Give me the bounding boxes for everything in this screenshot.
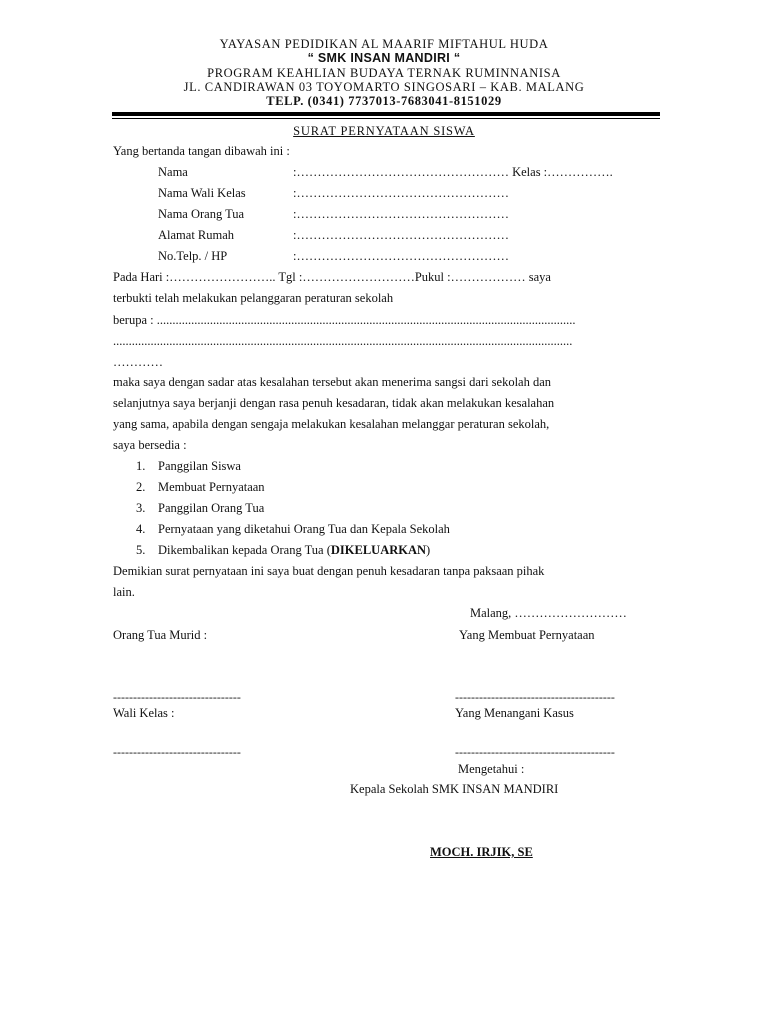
field-value-orang-tua: :…………………………………………… xyxy=(293,207,509,221)
parent-signature-label: Orang Tua Murid : xyxy=(113,628,208,642)
field-label-alamat: Alamat Rumah xyxy=(158,228,235,242)
program-name: PROGRAM KEAHLIAN BUDAYA TERNAK RUMINNANISA xyxy=(207,66,561,80)
handler-signature-label: Yang Menangani Kasus xyxy=(455,706,574,720)
list-item-number: 3. xyxy=(136,501,146,515)
list-item: Panggilan Siswa xyxy=(158,459,241,473)
place-date: Malang, ……………………… xyxy=(470,606,627,620)
list-item: Panggilan Orang Tua xyxy=(158,501,265,515)
violation-detail-line-2: ................................................................................................................................................... xyxy=(113,334,573,348)
list-item: Pernyataan yang diketahui Orang Tua dan Kepala Sekolah xyxy=(158,522,450,536)
list-item-text: Dikembalikan kepada Orang Tua ( xyxy=(158,543,331,557)
statement-line-2: selanjutnya saya berjanji dengan rasa penuh kesadaran, tidak akan melakukan kesalahan xyxy=(113,396,555,410)
field-value-alamat: :…………………………………………… xyxy=(293,228,509,242)
expelled-emphasis: DIKELUARKAN xyxy=(330,543,427,557)
field-value-telp: :…………………………………………… xyxy=(293,249,509,263)
school-address: JL. CANDIRAWAN 03 TOYOMARTO SINGOSARI – KAB. MALANG xyxy=(183,80,585,94)
closing-line-2: lain. xyxy=(113,585,135,599)
student-signature-label: Yang Membuat Pernyataan xyxy=(459,628,595,642)
statement-line-3: yang sama, apabila dengan sengaja melakukan kesalahan melanggar peraturan sekolah, xyxy=(113,417,550,431)
document-title: SURAT PERNYATAAN SISWA xyxy=(293,124,475,138)
field-label-nama: Nama xyxy=(158,165,188,179)
student-signature-line: ---------------------------------------- xyxy=(455,690,615,704)
header-rule-thin xyxy=(112,118,660,119)
closing-line-1: Demikian surat pernyataan ini saya buat dengan penuh kesadaran tanpa paksaan pihak xyxy=(113,564,545,578)
list-item-tail: ) xyxy=(426,543,431,557)
incident-line: Pada Hari :…………………….. Tgl :………………………Pukul :……………… saya xyxy=(113,270,551,284)
field-label-telp: No.Telp. / HP xyxy=(158,249,228,263)
field-value-wali-kelas: :…………………………………………… xyxy=(293,186,509,200)
handler-signature-line: ---------------------------------------- xyxy=(455,745,615,759)
acknowledged-label: Mengetahui : xyxy=(458,762,525,776)
list-item-expelled xyxy=(158,543,430,558)
header-rule-thick xyxy=(112,112,660,116)
statement-line-1: maka saya dengan sadar atas kesalahan tersebut akan menerima sangsi dari sekolah dan xyxy=(113,375,552,389)
field-value-nama: :…………………………………………… Kelas :……………. xyxy=(293,165,613,179)
statement-line-4: saya bersedia : xyxy=(113,438,187,452)
homeroom-signature-label: Wali Kelas : xyxy=(113,706,175,720)
list-item-number: 4. xyxy=(136,522,146,536)
intro-text: Yang bertanda tangan dibawah ini : xyxy=(113,144,290,158)
list-item-number: 1. xyxy=(136,459,146,473)
homeroom-signature-line: -------------------------------- xyxy=(113,745,241,759)
violation-detail-line-3: ………… xyxy=(113,355,163,369)
school-name: “ SMK INSAN MANDIRI “ xyxy=(307,51,461,65)
parent-signature-line: -------------------------------- xyxy=(113,690,241,704)
list-item-number: 2. xyxy=(136,480,146,494)
list-item: Membuat Pernyataan xyxy=(158,480,265,494)
principal-title: Kepala Sekolah SMK INSAN MANDIRI xyxy=(350,782,559,796)
field-label-orang-tua: Nama Orang Tua xyxy=(158,207,245,221)
violation-line: terbukti telah melakukan pelanggaran peraturan sekolah xyxy=(113,291,394,305)
school-phone: TELP. (0341) 7737013-7683041-8151029 xyxy=(266,94,502,108)
violation-detail-line-1: berupa : ...................................................................................................................................... xyxy=(113,313,576,327)
field-label-wali-kelas: Nama Wali Kelas xyxy=(158,186,246,200)
institution-name: YAYASAN PEDIDIKAN AL MAARIF MIFTAHUL HUDA xyxy=(219,37,549,51)
principal-name: MOCH. IRJIK, SE xyxy=(430,845,533,859)
list-item-number: 5. xyxy=(136,543,146,557)
